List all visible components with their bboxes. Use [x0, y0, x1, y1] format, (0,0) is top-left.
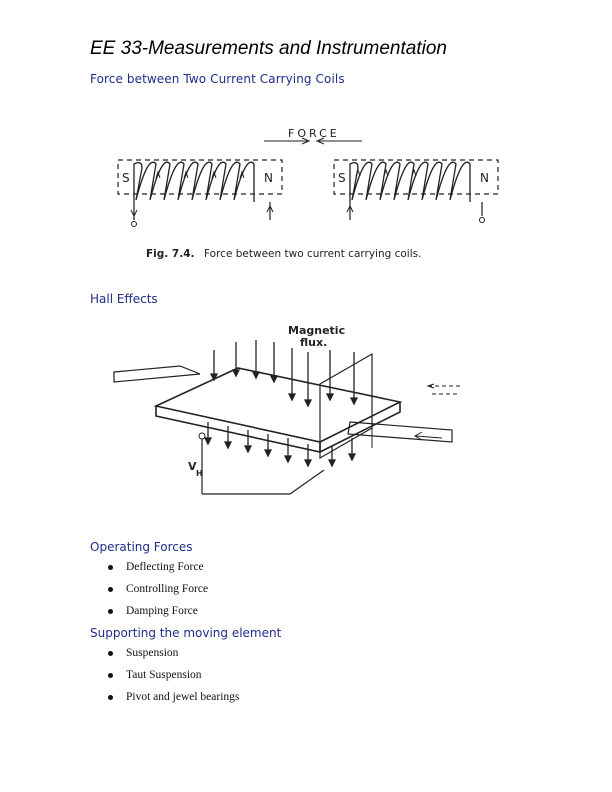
list-item: Suspension — [106, 646, 239, 668]
left-coil — [118, 160, 282, 227]
list-item: Pivot and jewel bearings — [106, 690, 239, 712]
heading-supporting-moving-element: Supporting the moving element — [90, 626, 282, 640]
list-item: Controlling Force — [106, 582, 208, 604]
coils-caption-number: Fig. 7.4. — [146, 248, 195, 260]
bullet-icon — [108, 565, 113, 570]
flux-label-line2: flux. — [300, 336, 328, 349]
heading-hall-effects: Hall Effects — [90, 292, 158, 306]
coils-caption-text: Force between two current carrying coils. — [204, 248, 422, 260]
bullet-icon — [108, 651, 113, 656]
bullet-icon — [108, 587, 113, 592]
document-title: EE 33-Measurements and Instrumentation — [90, 38, 447, 59]
right-coil — [334, 160, 498, 223]
supporting-element-list — [106, 646, 239, 712]
heading-force-between-coils: Force between Two Current Carrying Coils — [90, 72, 345, 86]
right-coil-pole-s: S — [338, 171, 346, 185]
hall-plate — [156, 368, 400, 452]
right-lead — [348, 422, 452, 442]
hall-voltage-label: V — [188, 460, 197, 473]
bullet-icon — [108, 673, 113, 678]
list-item: Taut Suspension — [106, 668, 239, 690]
heading-operating-forces: Operating Forces — [90, 540, 193, 554]
list-item: Deflecting Force — [106, 560, 208, 582]
hall-effect-figure — [110, 318, 462, 514]
hall-voltage-subscript: H — [196, 469, 203, 478]
left-lead — [114, 366, 200, 382]
bullet-icon — [108, 609, 113, 614]
flux-label-line1: Magnetic — [288, 324, 346, 337]
bullet-icon — [108, 695, 113, 700]
operating-forces-list — [106, 560, 208, 626]
coils-figure — [112, 124, 506, 264]
right-coil-pole-n: N — [480, 171, 489, 185]
left-coil-pole-n: N — [264, 171, 273, 185]
left-coil-pole-s: S — [122, 171, 130, 185]
force-label: FORCE — [288, 127, 340, 140]
list-item: Damping Force — [106, 604, 208, 626]
